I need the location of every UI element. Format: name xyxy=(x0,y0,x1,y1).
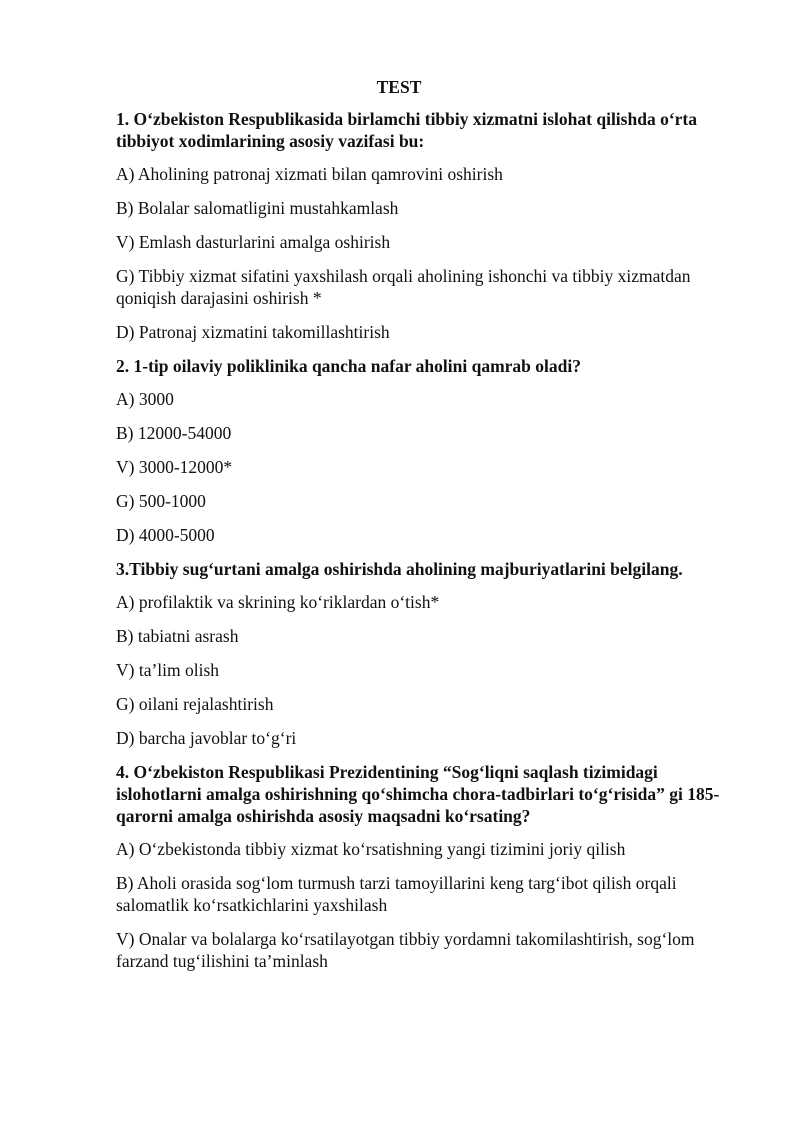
question-block-1 xyxy=(116,108,742,343)
option-v: V) ta’lim olish xyxy=(116,660,220,680)
option-d: D) 4000-5000 xyxy=(116,525,215,545)
option-a: A) 3000 xyxy=(116,389,174,409)
question-block-2 xyxy=(116,355,742,546)
option-v: V) 3000-12000* xyxy=(116,457,233,477)
option-a: A) Aholining patronaj xizmati bilan qamrovini oshirish xyxy=(116,164,503,184)
option-v: V) Emlash dasturlarini amalga oshirish xyxy=(116,232,391,252)
option-b: B) 12000-54000 xyxy=(116,423,232,443)
option-b: B) tabiatni asrash xyxy=(116,626,239,646)
option-g: G) Tibbiy xizmat sifatini yaxshilash orqali aholining ishonchi va tibbiy xizmatdan qoniqish darajasini oshirish * xyxy=(116,266,691,308)
option-b: B) Aholi orasida sog‘lom turmush tarzi tamoyillarini keng targ‘ibot qilish orqali salomatlik ko‘rsatkichlarini yaxshilash xyxy=(116,873,677,915)
option-d: D) Patronaj xizmatini takomillashtirish xyxy=(116,322,390,342)
question-block-3 xyxy=(116,558,742,749)
page-title: TEST xyxy=(376,77,422,97)
option-v: V) Onalar va bolalarga ko‘rsatilayotgan tibbiy yordamni takomilashtirish, sog‘lom farzand tug‘ilishini ta’minlash xyxy=(116,929,695,971)
question-text: 4. O‘zbekiston Respublikasi Prezidentining “Sog‘liqni saqlash tizimidagi islohotlarni amalga oshirishning qo‘shimcha chora-tadbirlari to‘g‘risida” gi 185-qarorni amalga oshirishda asosiy maqsadni ko‘rsating? xyxy=(116,762,720,826)
option-b: B) Bolalar salomatligini mustahkamlash xyxy=(116,198,399,218)
question-block-4 xyxy=(116,761,742,972)
option-d: D) barcha javoblar to‘g‘ri xyxy=(116,728,297,748)
question-text: 2. 1-tip oilaviy poliklinika qancha nafar aholini qamrab oladi? xyxy=(116,356,581,376)
option-a: A) O‘zbekistonda tibbiy xizmat ko‘rsatishning yangi tizimini joriy qilish xyxy=(116,839,626,859)
question-text: 1. O‘zbekiston Respublikasida birlamchi tibbiy xizmatni islohat qilishda o‘rta tibbiyot xodimlarining asosiy vazifasi bu: xyxy=(116,109,697,151)
question-text: 3.Tibbiy sug‘urtani amalga oshirishda aholining majburiyatlarini belgilang. xyxy=(116,559,683,579)
option-g: G) 500-1000 xyxy=(116,491,206,511)
option-a: A) profilaktik va skrining ko‘riklardan o‘tish* xyxy=(116,592,440,612)
option-g: G) oilani rejalashtirish xyxy=(116,694,274,714)
